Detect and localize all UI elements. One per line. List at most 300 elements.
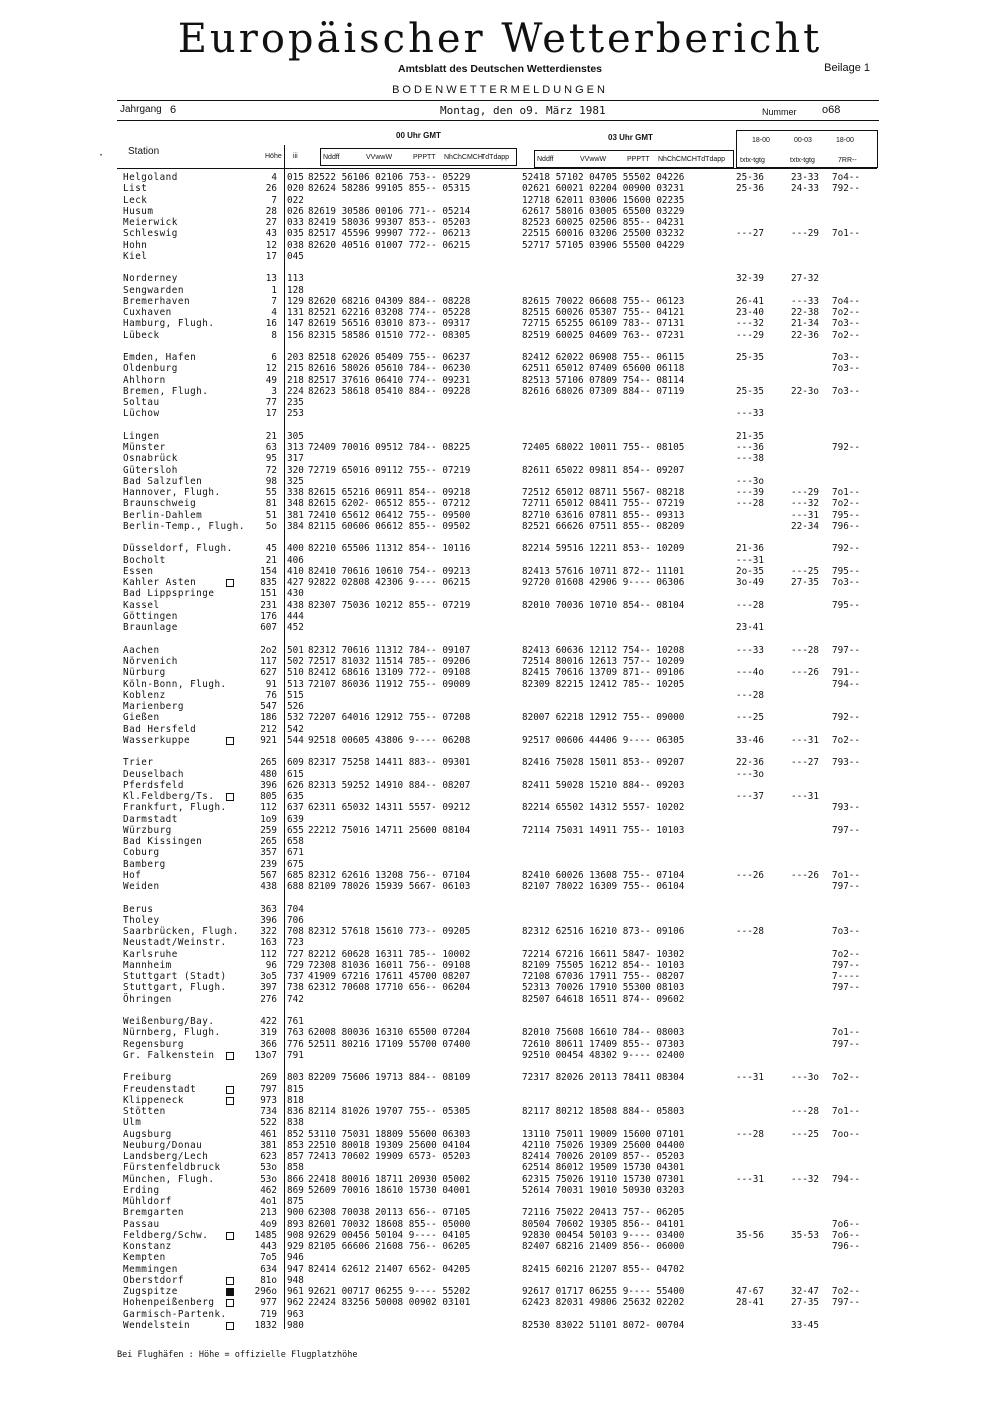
report-subtitle: Amtsblatt des Deutschen Wetterdienstes [397, 63, 603, 75]
obs-03-group: 82710 63616 07811 855-- 09313 [522, 509, 685, 521]
station-name: Bad Lippspringe [123, 588, 215, 600]
group-00-title: 00 Uhr GMT [396, 131, 441, 140]
station-index: 218 [287, 374, 304, 386]
table-row [0, 453, 1000, 464]
stat-3: 792-- [832, 712, 860, 724]
col03-dew: TdTdapp [697, 156, 726, 163]
obs-03-group: 72317 82026 20113 78411 08304 [522, 1072, 685, 1084]
station-index: 430 [287, 588, 304, 600]
station-height: 55 [265, 487, 277, 499]
obs-00-group: 82312 70616 11312 784-- 09107 [308, 644, 471, 656]
station-index: 113 [287, 273, 304, 285]
station-index: 803 [287, 1072, 304, 1084]
table-row [0, 982, 1000, 993]
obs-00-group: 82105 66606 21608 756-- 06205 [308, 1241, 471, 1253]
station-height: 397 [260, 982, 277, 994]
obs-03-group: 72512 65012 08711 5567- 08218 [522, 487, 685, 499]
table-row [0, 1297, 1000, 1308]
station-name: Stuttgart, Flugh. [123, 982, 227, 994]
station-name: Braunlage [123, 622, 178, 634]
station-height: 13 [265, 273, 277, 285]
station-name: Kl.Feldberg/Ts. [123, 791, 215, 803]
mountain-station-box-icon [226, 579, 234, 587]
table-row [0, 1264, 1000, 1275]
station-height: 522 [260, 1117, 277, 1129]
stat-1: 22-36 [736, 757, 764, 769]
stat-2: ---26 [791, 869, 819, 881]
station-height: 734 [260, 1106, 277, 1118]
obs-03-group: 82515 60026 05307 755-- 04121 [522, 307, 685, 319]
table-row [0, 757, 1000, 768]
stat-1: 21-35 [736, 430, 764, 442]
table-row [0, 1196, 1000, 1207]
station-name: Lingen [123, 430, 160, 442]
stat-1: ---37 [736, 791, 764, 803]
stat-1: 25-36 [736, 172, 764, 183]
station-name: Lüchow [123, 408, 160, 420]
station-index: 015 [287, 172, 304, 183]
station-name: Neustadt/Weinstr. [123, 937, 227, 949]
station-name: Nörvenich [123, 656, 178, 667]
stat-3: 7o3-- [832, 363, 860, 375]
station-name: Garmisch-Partenk. [123, 1308, 227, 1320]
col03-ppptt: PPPTT [627, 156, 650, 163]
obs-00-group: 72107 86036 11912 755-- 09009 [308, 678, 471, 690]
filled-square-icon [226, 1288, 234, 1296]
table-row [0, 228, 1000, 239]
station-name: Oldenburg [123, 363, 178, 375]
station-index: 900 [287, 1207, 304, 1219]
obs-03-group: 82411 59028 15210 884-- 09203 [522, 779, 685, 791]
jahrgang-label: Jahrgang [120, 104, 162, 115]
stat-3: 797-- [832, 881, 860, 893]
stat-3: 792-- [832, 183, 860, 195]
station-height: 239 [260, 858, 277, 870]
stat-3: 7o6-- [832, 1229, 860, 1241]
station-name: Nürnberg, Flugh. [123, 1027, 221, 1039]
station-index: 045 [287, 250, 304, 262]
table-row [0, 836, 1000, 847]
col-s3: 18-00 [836, 137, 854, 144]
obs-03-group: 82010 70036 10710 854-- 08104 [522, 599, 685, 611]
station-height: 21 [265, 554, 277, 566]
station-index: 129 [287, 295, 304, 307]
stat-1: 32-39 [736, 273, 764, 285]
table-row [0, 915, 1000, 926]
stat-1: 21-36 [736, 543, 764, 555]
obs-00-group: 82517 45596 99907 772-- 06213 [308, 228, 471, 240]
station-height: 7 [271, 194, 277, 206]
station-height: 13o7 [254, 1049, 277, 1061]
station-height: 27 [265, 217, 277, 228]
table-row [0, 318, 1000, 329]
station-name: Essen [123, 565, 154, 577]
station-name: Berlin-Dahlem [123, 509, 203, 521]
obs-00-group: 82616 58026 05610 784-- 06230 [308, 363, 471, 375]
obs-03-group: 62511 65012 07409 65600 06118 [522, 363, 685, 375]
station-height: 81 [265, 498, 277, 510]
station-height: 422 [260, 1016, 277, 1028]
station-height: 357 [260, 847, 277, 859]
station-index: 224 [287, 385, 304, 397]
table-row [0, 847, 1000, 858]
table-row [0, 330, 1000, 341]
obs-00-group: 82312 62616 13208 756-- 07104 [308, 869, 471, 881]
station-name: Bamberg [123, 858, 166, 870]
station-name: Würzburg [123, 824, 172, 836]
stat-1: ---26 [736, 869, 764, 881]
stat-3: 7o3-- [832, 318, 860, 330]
obs-00-group: 82620 68216 04309 884-- 08228 [308, 295, 471, 307]
obs-00-group: 82521 62216 03208 774-- 05228 [308, 307, 471, 319]
station-name: Soltau [123, 397, 160, 409]
stat-1: 26-41 [736, 295, 764, 307]
stat-2: 35-53 [791, 1229, 819, 1241]
station-height: 1 [271, 284, 277, 296]
station-height: 16 [265, 318, 277, 330]
table-row [0, 465, 1000, 476]
col-s2b: txtx-tgtg [790, 157, 815, 164]
station-index: 035 [287, 228, 304, 240]
station-index: 515 [287, 689, 304, 701]
table-row [0, 859, 1000, 870]
table-row [0, 780, 1000, 791]
station-height: 1832 [254, 1319, 277, 1331]
station-name: Kassel [123, 599, 160, 611]
obs-03-group: 80504 70602 19305 856-- 04101 [522, 1218, 685, 1230]
obs-00-group: 82315 58586 01510 772-- 08305 [308, 329, 471, 341]
obs-03-group: 92830 00454 50103 9---- 03400 [522, 1229, 685, 1241]
station-name: Helgoland [123, 172, 178, 183]
obs-03-group: 82523 60025 02506 855-- 04231 [522, 217, 685, 228]
table-row [0, 1320, 1000, 1331]
stat-2: 22-3o [791, 385, 819, 397]
station-height: 4 [271, 172, 277, 183]
table-row [0, 183, 1000, 194]
stat-3: 7o3-- [832, 577, 860, 589]
station-height: 186 [260, 712, 277, 724]
station-height: 81o [260, 1274, 277, 1286]
obs-00-group: 82209 75606 19713 884-- 08109 [308, 1072, 471, 1084]
col-iii: iii [293, 153, 298, 160]
station-index: 763 [287, 1027, 304, 1039]
obs-03-group: 82415 70616 13709 871-- 09106 [522, 667, 685, 679]
station-index: 235 [287, 397, 304, 409]
station-index: 948 [287, 1274, 304, 1286]
station-height: 53o [260, 1162, 277, 1174]
report-title: Europäischer Wetterbericht [177, 16, 823, 62]
station-name: Norderney [123, 273, 178, 285]
station-name: Oberstdorf [123, 1274, 184, 1286]
obs-03-group: 52614 70031 19010 50930 03203 [522, 1184, 685, 1196]
col-s1: 18-00 [752, 137, 770, 144]
obs-03-group: 82521 66626 07511 855-- 08209 [522, 520, 685, 532]
table-row [0, 240, 1000, 251]
station-height: 567 [260, 869, 277, 881]
station-height: 117 [260, 656, 277, 667]
table-row [0, 1039, 1000, 1050]
obs-00-group: 82317 75258 14411 883-- 09301 [308, 757, 471, 769]
stat-3: 7o1-- [832, 487, 860, 499]
station-name: Sengwarden [123, 284, 184, 296]
obs-00-group: 82115 60606 06612 855-- 09502 [308, 520, 471, 532]
station-height: 627 [260, 667, 277, 679]
station-name: Weißenburg/Bay. [123, 1016, 215, 1028]
stat-3: 7o2-- [832, 734, 860, 746]
station-index: 400 [287, 543, 304, 555]
station-height: 5o [265, 520, 277, 532]
obs-03-group: 62423 82031 49806 25632 02202 [522, 1297, 685, 1309]
station-height: 634 [260, 1263, 277, 1275]
stat-1: ---39 [736, 487, 764, 499]
station-name: Nürburg [123, 667, 166, 679]
table-row [0, 1286, 1000, 1297]
station-name: Hohn [123, 239, 148, 251]
station-name: Bad Kissingen [123, 836, 203, 848]
station-index: 320 [287, 464, 304, 476]
station-height: 381 [260, 1139, 277, 1151]
obs-03-group: 72214 67216 16611 5847- 10302 [522, 948, 685, 960]
station-height: 4 [271, 307, 277, 319]
station-name: Hamburg, Flugh. [123, 318, 215, 330]
obs-00-group: 82615 6202- 06512 855-- 07212 [308, 498, 471, 510]
station-name: Marienberg [123, 701, 184, 712]
table-row [0, 814, 1000, 825]
mountain-station-box-icon [226, 1232, 234, 1240]
station-name: Schleswig [123, 228, 178, 240]
station-name: Husum [123, 205, 154, 217]
stat-1: ---28 [736, 689, 764, 701]
station-index: 532 [287, 712, 304, 724]
table-row [0, 1162, 1000, 1173]
station-index: 738 [287, 982, 304, 994]
stat-1: 23-41 [736, 622, 764, 634]
table-row [0, 904, 1000, 915]
header-rule-top [117, 100, 879, 101]
stat-1: ---27 [736, 228, 764, 240]
obs-03-group: 82410 60026 13608 755-- 07104 [522, 869, 685, 881]
station-height: 462 [260, 1184, 277, 1196]
mountain-station-box-icon [226, 1086, 234, 1094]
table-row [0, 172, 1000, 183]
station-height: 28 [265, 205, 277, 217]
station-height: 319 [260, 1027, 277, 1039]
stat-3: 7---- [832, 971, 860, 983]
table-row [0, 408, 1000, 419]
stat-1: ---3o [736, 475, 764, 487]
stat-1: 25-35 [736, 352, 764, 364]
stat-1: ---36 [736, 442, 764, 454]
table-row [0, 1072, 1000, 1083]
stat-3: 793-- [832, 757, 860, 769]
stat-3: 791-- [832, 667, 860, 679]
station-height: 443 [260, 1241, 277, 1253]
stat-3: 7o2-- [832, 1286, 860, 1298]
station-name: Stötten [123, 1106, 166, 1118]
station-height: 835 [260, 577, 277, 589]
col-s1b: txtx-tgtg [740, 157, 765, 164]
stat-2: 27-35 [791, 1297, 819, 1309]
station-index: 685 [287, 869, 304, 881]
station-name: Berus [123, 903, 154, 915]
obs-03-group: 72711 65012 08411 755-- 07219 [522, 498, 685, 510]
header-box-stats [736, 130, 878, 168]
station-index: 908 [287, 1229, 304, 1241]
obs-03-group: 82010 75608 16610 784-- 08003 [522, 1027, 685, 1039]
col00-nddff: Nddff [323, 154, 340, 161]
table-row [0, 431, 1000, 442]
obs-00-group: 22418 80016 18711 20930 05002 [308, 1173, 471, 1185]
station-name: Gütersloh [123, 464, 178, 476]
station-height: 212 [260, 723, 277, 735]
footnote: Bei Flughäfen : Höhe = offizielle Flugplatzhöhe [117, 1350, 358, 1360]
station-height: 12 [265, 239, 277, 251]
obs-03-group: 13110 75011 19009 15600 07101 [522, 1128, 685, 1140]
obs-00-group: 82619 30586 00106 771-- 05214 [308, 205, 471, 217]
stat-3: 7o6-- [832, 1218, 860, 1230]
obs-03-group: 82519 60025 04609 763-- 07231 [522, 329, 685, 341]
obs-03-group: 82214 59516 12211 853-- 10209 [522, 543, 685, 555]
table-row [0, 1252, 1000, 1263]
obs-00-group: 62311 65032 14311 5557- 09212 [308, 802, 471, 814]
mountain-station-box-icon [226, 1299, 234, 1307]
station-height: 72 [265, 464, 277, 476]
col00-ppptt: PPPTT [413, 154, 436, 161]
station-index: 776 [287, 1038, 304, 1050]
obs-03-group: 62617 58016 03005 65500 03229 [522, 205, 685, 217]
station-name: Gr. Falkenstein [123, 1049, 215, 1061]
station-index: 818 [287, 1094, 304, 1106]
col-station: Station [128, 146, 160, 157]
obs-00-group: 62308 70038 20113 656-- 07105 [308, 1207, 471, 1219]
station-height: 154 [260, 565, 277, 577]
obs-00-group: 92518 00605 43806 9---- 06208 [308, 734, 471, 746]
station-name: Zugspitze [123, 1286, 178, 1298]
station-index: 637 [287, 802, 304, 814]
stat-3: 795-- [832, 565, 860, 577]
obs-03-group: 72108 67036 17911 755-- 08207 [522, 971, 685, 983]
station-index: 723 [287, 937, 304, 949]
jahrgang-value: 6 [170, 104, 177, 116]
table-row [0, 1016, 1000, 1027]
table-row [0, 1230, 1000, 1241]
obs-03-group: 82407 68216 21409 856-- 06000 [522, 1241, 685, 1253]
stat-1: ---28 [736, 498, 764, 510]
stat-3: 796-- [832, 520, 860, 532]
station-height: 296o [254, 1286, 277, 1298]
station-index: 980 [287, 1319, 304, 1331]
obs-00-group: 41909 67216 17611 45700 08207 [308, 971, 471, 983]
table-row [0, 937, 1000, 948]
station-index: 406 [287, 554, 304, 566]
station-name: Mühldorf [123, 1196, 172, 1208]
station-name: Aachen [123, 644, 160, 656]
obs-03-group: 72116 75022 20413 757-- 06205 [522, 1207, 685, 1219]
station-name: Mannheim [123, 959, 172, 971]
station-name: Bocholt [123, 554, 166, 566]
station-name: Braunschweig [123, 498, 197, 510]
table-row [0, 397, 1000, 408]
stat-3: 796-- [832, 1241, 860, 1253]
station-index: 857 [287, 1151, 304, 1163]
station-index: 671 [287, 847, 304, 859]
station-index: 708 [287, 926, 304, 938]
station-name: Tholey [123, 914, 160, 926]
station-name: Feldberg/Schw. [123, 1229, 209, 1241]
stat-1: 25-36 [736, 183, 764, 195]
table-row [0, 949, 1000, 960]
station-index: 963 [287, 1308, 304, 1320]
table-row [0, 1140, 1000, 1151]
obs-03-group: 72610 80611 17409 855-- 07303 [522, 1038, 685, 1050]
station-name: Hof [123, 869, 142, 881]
station-height: 51 [265, 509, 277, 521]
obs-00-group: 72308 81036 16011 756-- 09108 [308, 959, 471, 971]
station-index: 961 [287, 1286, 304, 1298]
stat-3: 7o4-- [832, 295, 860, 307]
obs-00-group: 82419 58036 99307 853-- 05203 [308, 217, 471, 228]
station-index: 022 [287, 194, 304, 206]
obs-03-group: 82416 75028 15011 853-- 09207 [522, 757, 685, 769]
table-row [0, 994, 1000, 1005]
stat-2: ---26 [791, 667, 819, 679]
station-height: 480 [260, 768, 277, 780]
station-name: Saarbrücken, Flugh. [123, 926, 239, 938]
obs-03-group: 82413 57616 10711 872-- 11101 [522, 565, 685, 577]
stat-1: ---31 [736, 1072, 764, 1084]
stat-3: 7o2-- [832, 948, 860, 960]
station-name: Gießen [123, 712, 160, 724]
station-height: 95 [265, 453, 277, 465]
table-row [0, 1207, 1000, 1218]
station-index: 853 [287, 1139, 304, 1151]
stat-3: 7o1-- [832, 228, 860, 240]
station-name: Freudenstadt [123, 1083, 197, 1095]
station-height: 396 [260, 779, 277, 791]
mountain-station-box-icon [226, 1052, 234, 1060]
stat-2: ---29 [791, 487, 819, 499]
station-name: Öhringen [123, 993, 172, 1005]
table-row [0, 442, 1000, 453]
stat-3: 7o3-- [832, 352, 860, 364]
station-index: 410 [287, 565, 304, 577]
stat-3: 7oo-- [832, 1128, 860, 1140]
stat-2: 21-34 [791, 318, 819, 330]
obs-00-group: 82109 78026 15939 5667- 06103 [308, 881, 471, 893]
station-index: 033 [287, 217, 304, 228]
table-row [0, 611, 1000, 622]
col00-dew: TdTdapp [481, 154, 510, 161]
table-row [0, 735, 1000, 746]
obs-00-group: 82601 70032 18608 855-- 05000 [308, 1218, 471, 1230]
station-index: 502 [287, 656, 304, 667]
stat-3: 793-- [832, 802, 860, 814]
stat-2: 22-36 [791, 329, 819, 341]
obs-03-group: 02621 60021 02204 00900 03231 [522, 183, 685, 195]
table-row [0, 656, 1000, 667]
station-index: 626 [287, 779, 304, 791]
stat-3: 7o3-- [832, 926, 860, 938]
station-index: 875 [287, 1196, 304, 1208]
obs-00-group: 22510 80018 19309 25600 04104 [308, 1139, 471, 1151]
stat-3: 794-- [832, 1173, 860, 1185]
station-index: 791 [287, 1049, 304, 1061]
obs-00-group: 22424 83256 50008 00902 03101 [308, 1297, 471, 1309]
station-index: 858 [287, 1162, 304, 1174]
stat-3: 797-- [832, 644, 860, 656]
station-name: Münster [123, 442, 166, 454]
station-name: Weiden [123, 881, 160, 893]
